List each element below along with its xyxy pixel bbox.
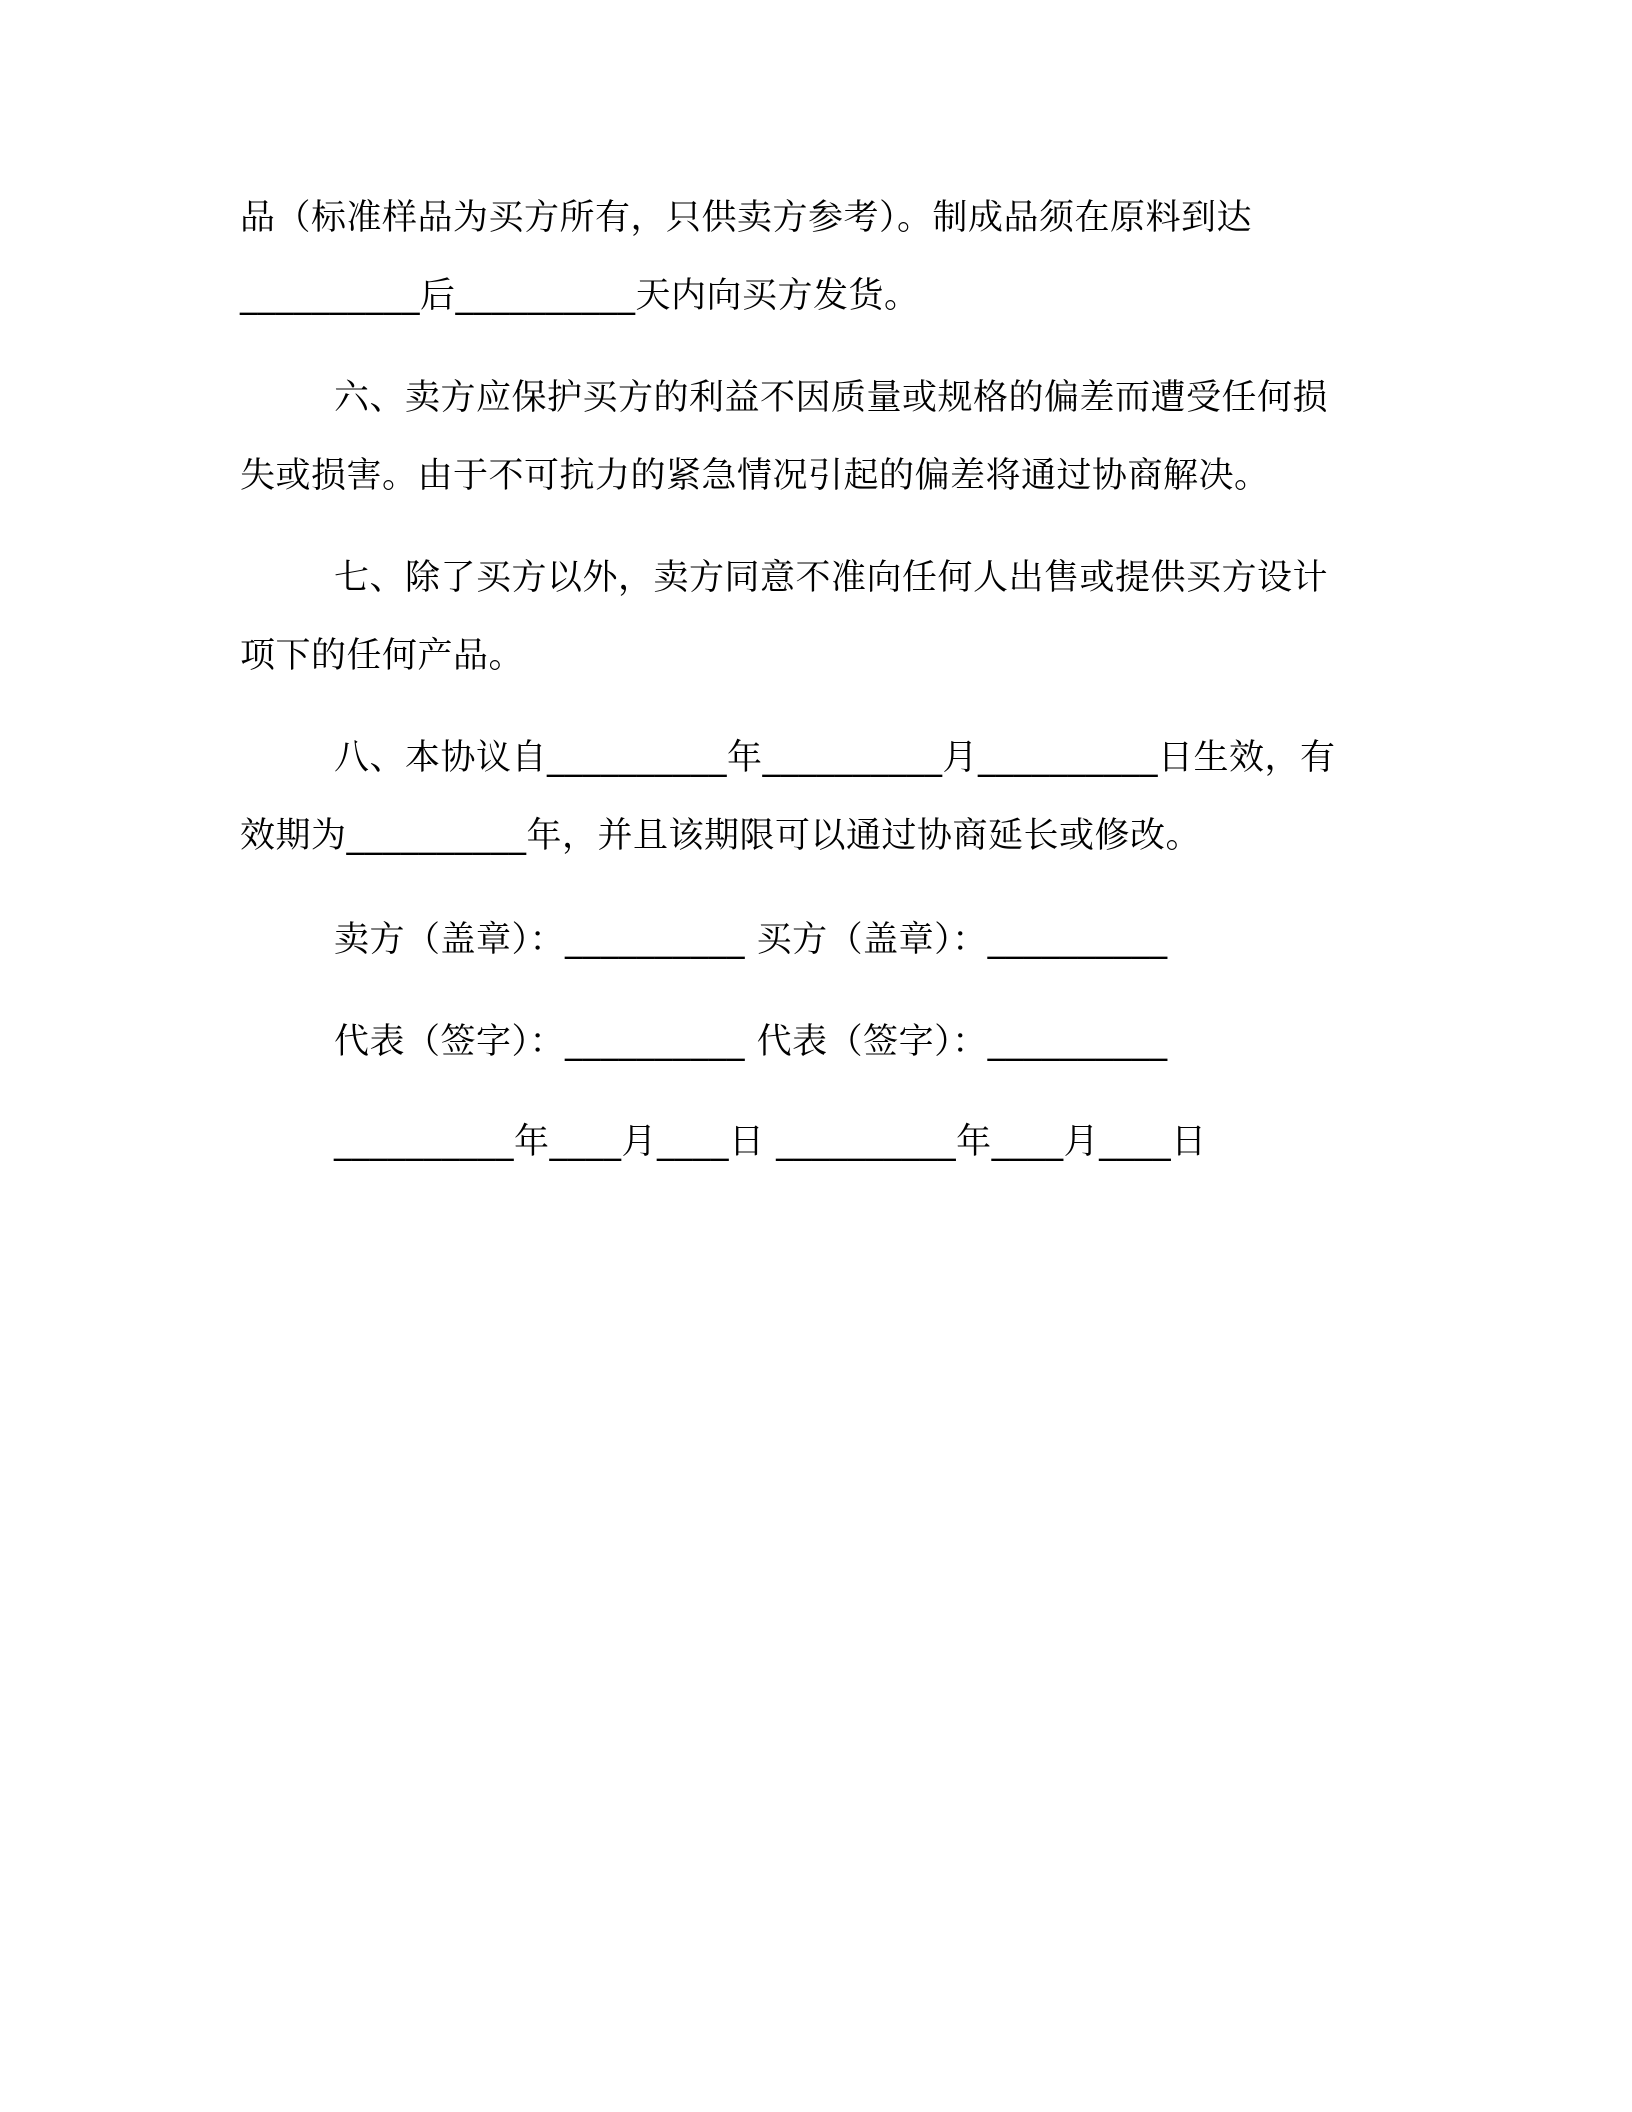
clause-six-line-1: 六、卖方应保护买方的利益不因质量或规格的偏差而遭受任何损: [334, 378, 1329, 418]
signature-representative-line: 代表（签字）：__________ 代表（签字）：__________: [334, 1022, 1168, 1062]
clause-eight-line-1: 八、本协议自__________年__________月__________日生效，有: [334, 738, 1336, 778]
clause-eight-line-2: 效期为__________年，并且该期限可以通过协商延长或修改。: [240, 816, 1202, 856]
signature-seal-line: 卖方（盖章）：__________ 买方（盖章）：__________: [334, 920, 1168, 960]
clause-six-line-2: 失或损害。由于不可抗力的紧急情况引起的偏差将通过协商解决。: [240, 456, 1270, 496]
signature-date-line: __________年____月____日 __________年____月____日: [334, 1122, 1207, 1162]
clause-seven-line-1: 七、除了买方以外，卖方同意不准向任何人出售或提供买方设计: [334, 558, 1329, 598]
paragraph-5-line-2: __________后__________天内向买方发货。: [240, 276, 920, 316]
clause-seven-line-2: 项下的任何产品。: [240, 636, 525, 676]
paragraph-5-line-1: 品（标准样品为买方所有，只供卖方参考）。制成品须在原料到达: [240, 198, 1253, 238]
